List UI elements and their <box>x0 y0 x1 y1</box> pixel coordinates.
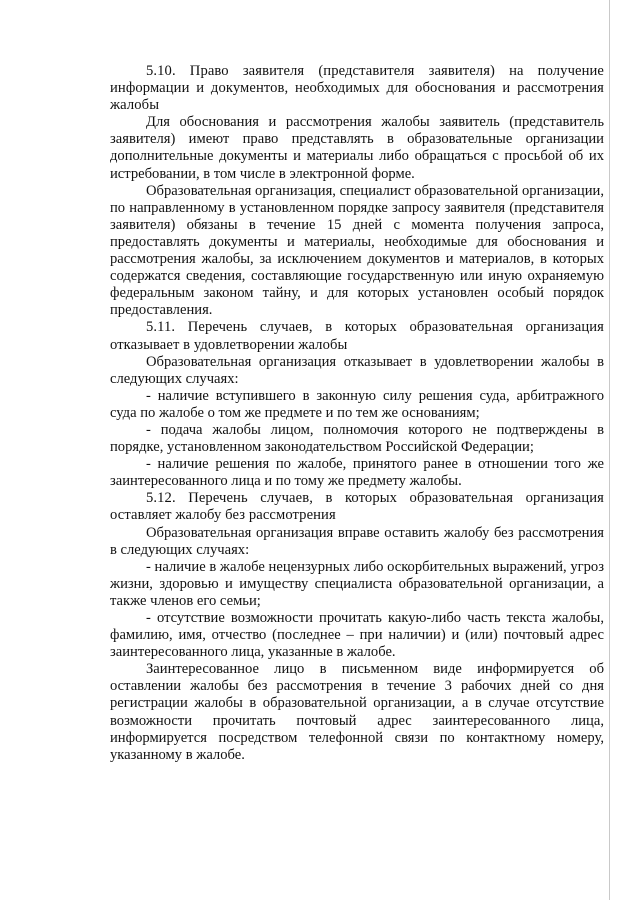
section-heading-5-12: 5.12. Перечень случаев, в которых образовательная организация оставляет жалобу без рассмотрения <box>110 490 604 524</box>
list-item: - наличие решения по жалобе, принятого ранее в отношении того же заинтересованного лица и по тому же предмету жалобы. <box>110 456 604 490</box>
paragraph: Образовательная организация вправе оставить жалобу без рассмотрения в следующих случаях: <box>110 524 604 558</box>
list-item: - подача жалобы лицом, полномочия которого не подтверждены в порядке, установленном законодательством Российской Федерации; <box>110 421 604 456</box>
page-edge-line <box>609 0 610 900</box>
section-heading-5-11: 5.11. Перечень случаев, в которых образовательная организация отказывает в удовлетворении жалобы <box>110 319 604 353</box>
list-item: - наличие в жалобе нецензурных либо оскорбительных выражений, угроз жизни, здоровью и имуществу специалиста образовательной организации, а также членов его семьи; <box>110 558 604 609</box>
paragraph: Образовательная организация, специалист образовательной организации, по направленному в установленном порядке запросу заявителя (представителя заявителя) обязаны в течение 15 дней с момента получения запроса, предоставлять документы и материалы, необходимые для обоснования и рассмотрения жалобы, за исключением документов и материалов, в которых содержатся сведения, составляющие государственную или иную охраняемую федеральным законом тайну, и для которых установлен особый порядок предоставления. <box>110 182 604 319</box>
list-item: - наличие вступившего в законную силу решения суда, арбитражного суда по жалобе о том же предмете и по тем же основаниям; <box>110 387 604 421</box>
paragraph: Для обоснования и рассмотрения жалобы заявитель (представитель заявителя) имеют право представлять в образовательные организации дополнительные документы и материалы либо обращаться с просьбой об их истребовании, в том числе в электронной форме. <box>110 114 604 182</box>
section-heading-5-10: 5.10. Право заявителя (представителя заявителя) на получение информации и документов, необходимых для обоснования и рассмотрения жалобы <box>110 63 604 114</box>
paragraph: Образовательная организация отказывает в удовлетворении жалобы в следующих случаях: <box>110 353 604 387</box>
paragraph: Заинтересованное лицо в письменном виде информируется об оставлении жалобы без рассмотрения в течение 3 рабочих дней со дня регистрации жалобы в образовательной организации, а в случае отсутствие возможности прочитать почтовый адрес заинтересованного лица, информируется посредством телефонной связи по контактному номеру, указанному в жалобе. <box>110 661 604 763</box>
list-item: - отсутствие возможности прочитать какую-либо часть текста жалобы, фамилию, имя, отчество (последнее – при наличии) и (или) почтовый адрес заинтересованного лица, указанные в жалобе. <box>110 610 604 661</box>
document-body <box>110 63 604 764</box>
